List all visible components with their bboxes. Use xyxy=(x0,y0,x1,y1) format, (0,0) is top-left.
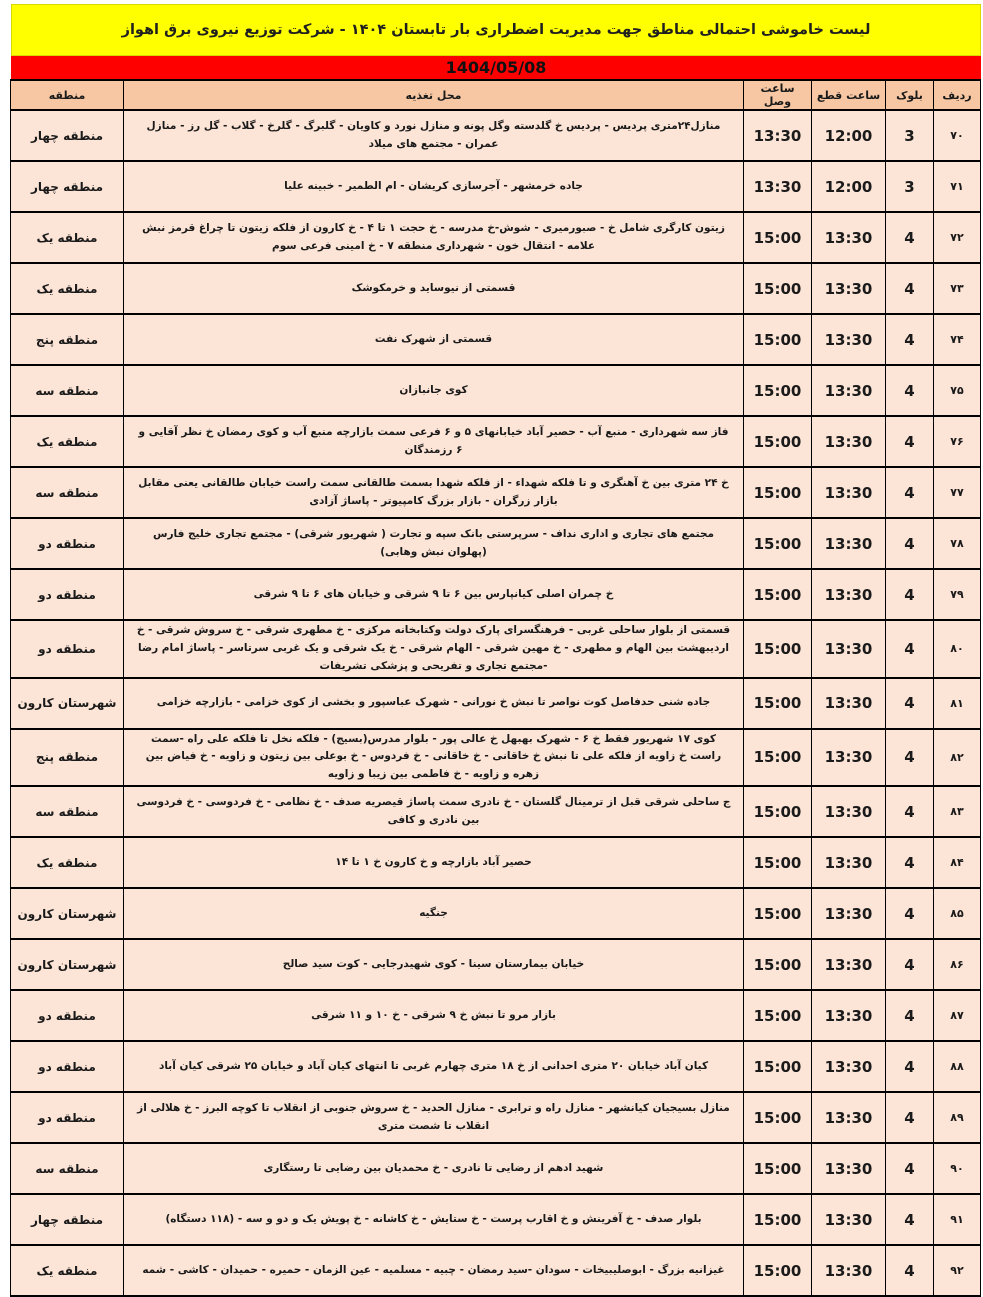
column-header-row-number: ردیف xyxy=(934,80,981,110)
cell-region: شهرستان کارون xyxy=(11,678,124,729)
cell-feed-location: خیابان بیمارستان سینا - کوی شهیدرجایی - کوت سید صالح xyxy=(124,939,744,990)
cell-reconnect-time: 15:00 xyxy=(744,518,812,569)
cell-row-number: ۷۸ xyxy=(934,518,981,569)
cell-row-number: ۷۶ xyxy=(934,416,981,467)
cell-region: منطقه یک xyxy=(11,263,124,314)
cell-block: 4 xyxy=(886,212,934,263)
cell-region: منطقه دو xyxy=(11,1041,124,1092)
cell-block: 4 xyxy=(886,1194,934,1245)
table-row xyxy=(11,161,981,212)
cell-row-number: ۸۱ xyxy=(934,678,981,729)
cell-block: 4 xyxy=(886,939,934,990)
cell-reconnect-time: 15:00 xyxy=(744,365,812,416)
cell-reconnect-time: 15:00 xyxy=(744,314,812,365)
cell-cut-time: 13:30 xyxy=(812,1245,886,1296)
cell-cut-time: 13:30 xyxy=(812,678,886,729)
cell-reconnect-time: 15:00 xyxy=(744,1245,812,1296)
table-row xyxy=(11,569,981,620)
cell-region: منطقه پنج xyxy=(11,314,124,365)
cell-cut-time: 13:30 xyxy=(812,888,886,939)
cell-row-number: ۸۵ xyxy=(934,888,981,939)
table-row xyxy=(11,1092,981,1143)
cell-cut-time: 13:30 xyxy=(812,365,886,416)
cell-cut-time: 13:30 xyxy=(812,416,886,467)
cell-row-number: ۷۷ xyxy=(934,467,981,518)
date-value: 1404/05/08 xyxy=(445,58,547,77)
cell-reconnect-time: 15:00 xyxy=(744,1143,812,1194)
cell-reconnect-time: 15:00 xyxy=(744,990,812,1041)
cell-region: منطقه دو xyxy=(11,990,124,1041)
cell-feed-location: منازل۲۴متری پردیس - پردیس خ گلدسته وگل پونه و منازل نورد و کاویان - گلبرگ - گلرخ - گلاب - گل رز - منازل عمران - مجتمع های میلاد xyxy=(124,110,744,161)
cell-region: منطقه سه xyxy=(11,467,124,518)
table-row xyxy=(11,1194,981,1245)
table-body xyxy=(11,110,981,1296)
cell-reconnect-time: 15:00 xyxy=(744,1194,812,1245)
cell-block: 4 xyxy=(886,620,934,678)
cell-row-number: ۹۱ xyxy=(934,1194,981,1245)
cell-feed-location: قسمتی از شهرک نفت xyxy=(124,314,744,365)
cell-region: منطقه چهار xyxy=(11,161,124,212)
cell-block: 4 xyxy=(886,1041,934,1092)
column-header-block: بلوک xyxy=(886,80,934,110)
cell-block: 4 xyxy=(886,1092,934,1143)
cell-cut-time: 13:30 xyxy=(812,1041,886,1092)
cell-reconnect-time: 15:00 xyxy=(744,212,812,263)
outage-schedule-sheet xyxy=(11,4,981,1297)
cell-feed-location: حصیر آباد بازارچه و خ کارون خ ۱ تا ۱۴ xyxy=(124,837,744,888)
cell-feed-location: زیتون کارگری شامل خ - صبورمیری - شوش-خ مدرسه - خ حجت ۱ تا ۴ - خ کارون از فلکه زیتون تا چراغ قرمز نبش علامه - انتقال خون - شهرداری منطقه ۷ - خ امینی فرعی سوم xyxy=(124,212,744,263)
table-row xyxy=(11,110,981,161)
cell-cut-time: 13:30 xyxy=(812,990,886,1041)
cell-region: شهرستان کارون xyxy=(11,939,124,990)
cell-row-number: ۷۳ xyxy=(934,263,981,314)
cell-feed-location: جاده خرمشهر - آجرسازی کریشان - ام الطمیر - خبینه علیا xyxy=(124,161,744,212)
cell-row-number: ۷۰ xyxy=(934,110,981,161)
cell-reconnect-time: 15:00 xyxy=(744,569,812,620)
cell-row-number: ۸۸ xyxy=(934,1041,981,1092)
cell-row-number: ۸۴ xyxy=(934,837,981,888)
cell-block: 4 xyxy=(886,518,934,569)
cell-block: 4 xyxy=(886,569,934,620)
cell-reconnect-time: 15:00 xyxy=(744,837,812,888)
table-row xyxy=(11,263,981,314)
table-row xyxy=(11,729,981,787)
table-row xyxy=(11,837,981,888)
column-header-feed-location: محل تغذیه xyxy=(124,80,744,110)
cell-block: 4 xyxy=(886,416,934,467)
table-row xyxy=(11,314,981,365)
cell-cut-time: 13:30 xyxy=(812,786,886,837)
cell-cut-time: 13:30 xyxy=(812,1194,886,1245)
cell-reconnect-time: 15:00 xyxy=(744,888,812,939)
cell-feed-location: بلوار صدف - خ آفرینش و خ اقارب پرست - خ ستایش - خ کاشانه - خ پویش یک و دو و سه - (۱۱۸ دستگاه) xyxy=(124,1194,744,1245)
sheet-title: لیست خاموشی احتمالی مناطق جهت مدیریت اضطراری بار تابستان ۱۴۰۴ - شرکت توزیع نیروی برق اهواز xyxy=(121,22,871,38)
cell-feed-location: غیزانیه بزرگ - ابوصلیبیخات - سودان -سید رمضان - چبیه - مسلمیه - عین الزمان - حمیره - حمیدان - کاشی - شمه xyxy=(124,1245,744,1296)
cell-row-number: ۸۳ xyxy=(934,786,981,837)
cell-reconnect-time: 15:00 xyxy=(744,467,812,518)
cell-feed-location: جنگیه xyxy=(124,888,744,939)
cell-block: 4 xyxy=(886,990,934,1041)
table-row xyxy=(11,888,981,939)
cell-feed-location: خ ۲۴ متری بین خ آهنگری و تا فلکه شهداء - از فلکه شهدا بسمت طالقانی سمت راست خیابان طالقانی یعنی مقابل بازار زرگران - بازار بزرگ کامپیوتر - پاساژ آزادی xyxy=(124,467,744,518)
cell-region: منطقه سه xyxy=(11,786,124,837)
table-row xyxy=(11,212,981,263)
sheet-title-bar xyxy=(11,4,981,56)
cell-reconnect-time: 15:00 xyxy=(744,729,812,787)
cell-feed-location: جاده شنی حدفاصل کوت نواصر تا نبش خ نورانی - شهرک عباسپور و بخشی از کوی خزامی - بازارچه خزامی xyxy=(124,678,744,729)
cell-row-number: ۸۰ xyxy=(934,620,981,678)
cell-cut-time: 13:30 xyxy=(812,314,886,365)
cell-region: منطقه پنج xyxy=(11,729,124,787)
cell-row-number: ۸۷ xyxy=(934,990,981,1041)
cell-feed-location: کوی ۱۷ شهریور فقط خ ۶ - شهرک بهبهل خ عالی پور - بلوار مدرس(بسیج) - فلکه نخل تا فلکه علی راه -سمت راست خ زاویه از فلکه علی تا نبش خ خاقانی - خ خاقانی - خ فردوس - خ بوعلی بین زیتون و زاویه - خ فیاض بین زهره و زاویه - خ فاطمی بین زیبا و زاویه xyxy=(124,729,744,787)
cell-block: 4 xyxy=(886,1245,934,1296)
table-row xyxy=(11,786,981,837)
table-row xyxy=(11,365,981,416)
cell-reconnect-time: 15:00 xyxy=(744,786,812,837)
table-row xyxy=(11,1143,981,1194)
cell-block: 4 xyxy=(886,786,934,837)
table-row xyxy=(11,416,981,467)
cell-cut-time: 13:30 xyxy=(812,939,886,990)
table-row xyxy=(11,1041,981,1092)
cell-block: 4 xyxy=(886,678,934,729)
cell-feed-location: منازل بسیجیان کیانشهر - منازل راه و ترابری - منازل الحدید - خ سروش جنوبی از انقلاب تا کوچه البرز - خ هلالی از انقلاب تا شصت متری xyxy=(124,1092,744,1143)
table-row xyxy=(11,939,981,990)
outage-table xyxy=(10,79,981,1297)
cell-reconnect-time: 15:00 xyxy=(744,678,812,729)
cell-cut-time: 13:30 xyxy=(812,569,886,620)
cell-row-number: ۷۹ xyxy=(934,569,981,620)
cell-region: منطقه یک xyxy=(11,1245,124,1296)
date-bar xyxy=(11,56,981,79)
cell-block: 4 xyxy=(886,314,934,365)
cell-cut-time: 12:00 xyxy=(812,110,886,161)
cell-region: منطقه یک xyxy=(11,837,124,888)
cell-row-number: ۸۲ xyxy=(934,729,981,787)
cell-row-number: ۷۴ xyxy=(934,314,981,365)
cell-reconnect-time: 15:00 xyxy=(744,620,812,678)
cell-feed-location: خ چمران اصلی کیانپارس بین ۶ تا ۹ شرقی و خیابان های ۶ تا ۹ شرقی xyxy=(124,569,744,620)
cell-region: منطقه سه xyxy=(11,1143,124,1194)
cell-region: منطقه یک xyxy=(11,212,124,263)
cell-block: 4 xyxy=(886,467,934,518)
cell-cut-time: 13:30 xyxy=(812,518,886,569)
cell-cut-time: 13:30 xyxy=(812,1092,886,1143)
cell-region: شهرستان کارون xyxy=(11,888,124,939)
cell-block: 4 xyxy=(886,1143,934,1194)
cell-row-number: ۷۲ xyxy=(934,212,981,263)
cell-reconnect-time: 13:30 xyxy=(744,161,812,212)
table-row xyxy=(11,518,981,569)
cell-block: 4 xyxy=(886,365,934,416)
cell-block: 4 xyxy=(886,837,934,888)
cell-cut-time: 13:30 xyxy=(812,467,886,518)
cell-feed-location: قسمتی از بلوار ساحلی غربی - فرهنگسرای پارک دولت وکتابخانه مرکزی - خ مطهری شرقی - خ سروش شرقی - خ اردیبهشت بین الهام و مطهری - خ مهین شرقی - الهام شرقی - خ یک شرقی و یک غربی سرتاسر - پاساژ امام رضا -مجتمع تجاری و تفریحی و پزشکی تشریفات xyxy=(124,620,744,678)
cell-reconnect-time: 15:00 xyxy=(744,1092,812,1143)
table-row xyxy=(11,678,981,729)
cell-cut-time: 13:30 xyxy=(812,1143,886,1194)
cell-row-number: ۸۹ xyxy=(934,1092,981,1143)
cell-cut-time: 13:30 xyxy=(812,837,886,888)
cell-feed-location: فاز سه شهرداری - منبع آب - حصیر آباد خیابانهای ۵ و ۶ فرعی سمت بازارچه منبع آب و کوی رمضان خ نظر آقایی و ۶ رزمندگان xyxy=(124,416,744,467)
cell-region: منطقه چهار xyxy=(11,1194,124,1245)
cell-feed-location: کیان آباد خیابان ۲۰ متری احدانی از خ ۱۸ متری چهارم غربی تا انتهای کیان آباد و خیابان ۲۵ شرقی کیان آباد xyxy=(124,1041,744,1092)
column-header-reconnect-time: ساعت وصل xyxy=(744,80,812,110)
table-row xyxy=(11,990,981,1041)
cell-block: 4 xyxy=(886,263,934,314)
cell-region: منطقه دو xyxy=(11,569,124,620)
cell-feed-location: مجتمع های تجاری و اداری نداف - سرپرستی بانک سپه و تجارت ( شهریور شرقی) - مجتمع تجاری خلیج فارس (پهلوان نبش وهابی) xyxy=(124,518,744,569)
cell-cut-time: 13:30 xyxy=(812,620,886,678)
cell-row-number: ۷۱ xyxy=(934,161,981,212)
cell-reconnect-time: 13:30 xyxy=(744,110,812,161)
cell-region: منطقه دو xyxy=(11,620,124,678)
cell-row-number: ۹۰ xyxy=(934,1143,981,1194)
column-header-cut-time: ساعت قطع xyxy=(812,80,886,110)
cell-cut-time: 12:00 xyxy=(812,161,886,212)
cell-reconnect-time: 15:00 xyxy=(744,263,812,314)
cell-row-number: ۸۶ xyxy=(934,939,981,990)
cell-feed-location: قسمتی از نیوساید و خرمکوشک xyxy=(124,263,744,314)
cell-row-number: ۷۵ xyxy=(934,365,981,416)
table-row xyxy=(11,467,981,518)
cell-reconnect-time: 15:00 xyxy=(744,416,812,467)
cell-row-number: ۹۲ xyxy=(934,1245,981,1296)
cell-feed-location: ج ساحلی شرقی قبل از ترمینال گلستان - خ نادری سمت پاساژ قیصریه صدف - خ نظامی - خ فردوسی - خ فردوسی بین نادری و کافی xyxy=(124,786,744,837)
cell-region: منطقه دو xyxy=(11,518,124,569)
cell-cut-time: 13:30 xyxy=(812,212,886,263)
cell-cut-time: 13:30 xyxy=(812,263,886,314)
cell-block: 4 xyxy=(886,729,934,787)
cell-feed-location: بازار مرو تا نبش خ ۹ شرقی - خ ۱۰ و ۱۱ شرقی xyxy=(124,990,744,1041)
cell-region: منطقه چهار xyxy=(11,110,124,161)
cell-region: منطقه دو xyxy=(11,1092,124,1143)
cell-reconnect-time: 15:00 xyxy=(744,1041,812,1092)
column-header-region: منطقه xyxy=(11,80,124,110)
cell-block: 3 xyxy=(886,110,934,161)
table-row xyxy=(11,1245,981,1296)
cell-region: منطقه سه xyxy=(11,365,124,416)
cell-block: 4 xyxy=(886,888,934,939)
cell-reconnect-time: 15:00 xyxy=(744,939,812,990)
table-row xyxy=(11,620,981,678)
cell-cut-time: 13:30 xyxy=(812,729,886,787)
cell-feed-location: شهید ادهم از رضایی تا نادری - خ محمدیان بین رضایی تا رستگاری xyxy=(124,1143,744,1194)
table-header-row xyxy=(11,80,981,110)
cell-region: منطقه یک xyxy=(11,416,124,467)
cell-block: 3 xyxy=(886,161,934,212)
cell-feed-location: کوی جانبازان xyxy=(124,365,744,416)
